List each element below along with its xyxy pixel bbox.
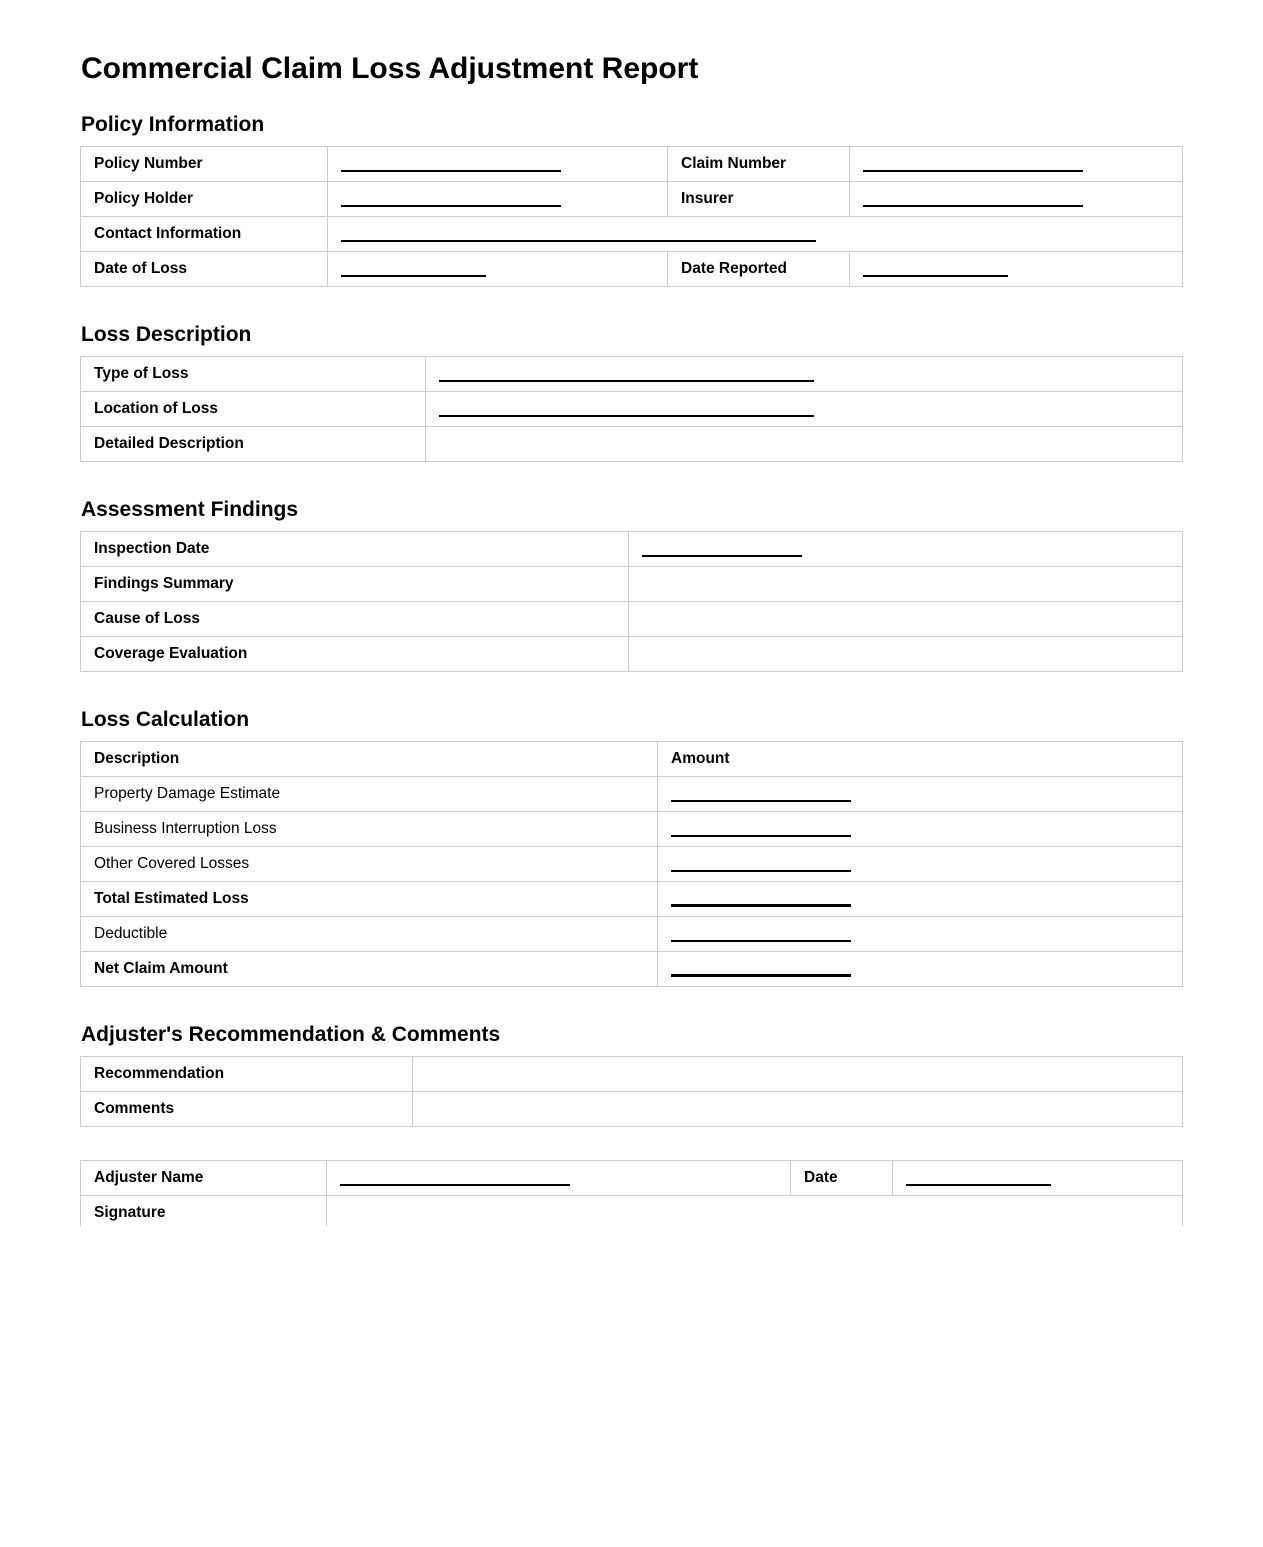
table-row bbox=[81, 1057, 1183, 1092]
recommendation-table bbox=[80, 1056, 1183, 1127]
policy-number-cell bbox=[328, 146, 668, 181]
loss-description-table bbox=[80, 356, 1183, 462]
business-interruption-loss-blank-line[interactable] bbox=[671, 822, 851, 837]
claim-number-label: Claim Number bbox=[668, 146, 850, 181]
policy-holder-cell bbox=[328, 181, 668, 216]
inspection-date-label: Inspection Date bbox=[81, 531, 629, 566]
deductible-label: Deductible bbox=[81, 917, 658, 952]
description-column-header: Description bbox=[81, 742, 658, 777]
policy-holder-label: Policy Holder bbox=[81, 181, 328, 216]
business-interruption-loss-label: Business Interruption Loss bbox=[81, 812, 658, 847]
date-of-loss-label: Date of Loss bbox=[81, 251, 328, 286]
claim-number-blank-line[interactable] bbox=[863, 157, 1083, 172]
table-row bbox=[81, 566, 1183, 601]
contact-information-blank-line[interactable] bbox=[341, 227, 816, 242]
findings-summary-cell[interactable] bbox=[629, 566, 1183, 601]
type-of-loss-blank-line[interactable] bbox=[439, 367, 814, 382]
property-damage-estimate-label: Property Damage Estimate bbox=[81, 777, 658, 812]
signature-cell[interactable] bbox=[327, 1196, 1183, 1227]
assessment-findings-heading: Assessment Findings bbox=[81, 497, 299, 521]
policy-information-heading: Policy Information bbox=[81, 112, 265, 136]
table-row bbox=[81, 882, 1183, 917]
claim-number-cell bbox=[850, 146, 1183, 181]
table-row bbox=[81, 1092, 1183, 1127]
signature-table bbox=[80, 1160, 1183, 1226]
detailed-description-cell[interactable] bbox=[426, 426, 1183, 461]
table-row bbox=[81, 812, 1183, 847]
policy-number-blank-line[interactable] bbox=[341, 157, 561, 172]
signature-label: Signature bbox=[81, 1196, 327, 1227]
coverage-evaluation-label: Coverage Evaluation bbox=[81, 636, 629, 671]
table-row bbox=[81, 1161, 1183, 1196]
other-covered-losses-cell bbox=[658, 847, 1183, 882]
table-row bbox=[81, 356, 1183, 391]
coverage-evaluation-cell[interactable] bbox=[629, 636, 1183, 671]
comments-cell[interactable] bbox=[413, 1092, 1183, 1127]
signature-date-cell bbox=[893, 1161, 1183, 1196]
adjuster-recommendation-heading: Adjuster's Recommendation & Comments bbox=[81, 1023, 501, 1047]
inspection-date-blank-line[interactable] bbox=[642, 542, 802, 557]
table-row bbox=[81, 1196, 1183, 1227]
adjuster-name-label: Adjuster Name bbox=[81, 1161, 327, 1196]
table-row bbox=[81, 216, 1183, 251]
contact-information-label: Contact Information bbox=[81, 216, 328, 251]
recommendation-cell[interactable] bbox=[413, 1057, 1183, 1092]
table-row bbox=[81, 847, 1183, 882]
table-header-row bbox=[81, 742, 1183, 777]
table-row bbox=[81, 952, 1183, 987]
contact-information-cell bbox=[328, 216, 1183, 251]
net-claim-amount-blank-line[interactable] bbox=[671, 961, 851, 977]
document-page bbox=[0, 52, 1263, 1226]
recommendation-label: Recommendation bbox=[81, 1057, 413, 1092]
adjuster-name-cell bbox=[327, 1161, 791, 1196]
property-damage-estimate-blank-line[interactable] bbox=[671, 787, 851, 802]
page-title: Commercial Claim Loss Adjustment Report bbox=[81, 52, 699, 85]
signature-block bbox=[80, 1160, 1263, 1226]
signature-date-blank-line[interactable] bbox=[906, 1171, 1051, 1186]
comments-label: Comments bbox=[81, 1092, 413, 1127]
table-row bbox=[81, 777, 1183, 812]
other-covered-losses-blank-line[interactable] bbox=[671, 857, 851, 872]
table-row bbox=[81, 917, 1183, 952]
net-claim-amount-label: Net Claim Amount bbox=[81, 952, 658, 987]
date-of-loss-cell bbox=[328, 251, 668, 286]
signature-date-label: Date bbox=[791, 1161, 893, 1196]
adjuster-name-blank-line[interactable] bbox=[340, 1171, 570, 1186]
location-of-loss-blank-line[interactable] bbox=[439, 402, 814, 417]
detailed-description-label: Detailed Description bbox=[81, 426, 426, 461]
deductible-cell bbox=[658, 917, 1183, 952]
loss-description-heading: Loss Description bbox=[81, 322, 252, 346]
amount-column-header: Amount bbox=[658, 742, 1183, 777]
cause-of-loss-cell[interactable] bbox=[629, 601, 1183, 636]
location-of-loss-label: Location of Loss bbox=[81, 391, 426, 426]
policy-holder-blank-line[interactable] bbox=[341, 192, 561, 207]
total-estimated-loss-blank-line[interactable] bbox=[671, 891, 851, 907]
date-of-loss-blank-line[interactable] bbox=[341, 262, 486, 277]
type-of-loss-cell bbox=[426, 356, 1183, 391]
net-claim-amount-cell bbox=[658, 952, 1183, 987]
assessment-findings-table bbox=[80, 531, 1183, 672]
property-damage-estimate-cell bbox=[658, 777, 1183, 812]
inspection-date-cell bbox=[629, 531, 1183, 566]
findings-summary-label: Findings Summary bbox=[81, 566, 629, 601]
other-covered-losses-label: Other Covered Losses bbox=[81, 847, 658, 882]
table-row bbox=[81, 391, 1183, 426]
location-of-loss-cell bbox=[426, 391, 1183, 426]
total-estimated-loss-cell bbox=[658, 882, 1183, 917]
loss-calculation-table bbox=[80, 741, 1183, 987]
table-row bbox=[81, 146, 1183, 181]
insurer-blank-line[interactable] bbox=[863, 192, 1083, 207]
loss-calculation-heading: Loss Calculation bbox=[81, 707, 250, 731]
table-row bbox=[81, 636, 1183, 671]
date-reported-cell bbox=[850, 251, 1183, 286]
table-row bbox=[81, 426, 1183, 461]
insurer-label: Insurer bbox=[668, 181, 850, 216]
date-reported-label: Date Reported bbox=[668, 251, 850, 286]
table-row bbox=[81, 601, 1183, 636]
policy-number-label: Policy Number bbox=[81, 146, 328, 181]
date-reported-blank-line[interactable] bbox=[863, 262, 1008, 277]
deductible-blank-line[interactable] bbox=[671, 927, 851, 942]
table-row bbox=[81, 531, 1183, 566]
business-interruption-loss-cell bbox=[658, 812, 1183, 847]
total-estimated-loss-label: Total Estimated Loss bbox=[81, 882, 658, 917]
type-of-loss-label: Type of Loss bbox=[81, 356, 426, 391]
table-row bbox=[81, 251, 1183, 286]
cause-of-loss-label: Cause of Loss bbox=[81, 601, 629, 636]
table-row bbox=[81, 181, 1183, 216]
policy-information-table bbox=[80, 146, 1183, 287]
insurer-cell bbox=[850, 181, 1183, 216]
